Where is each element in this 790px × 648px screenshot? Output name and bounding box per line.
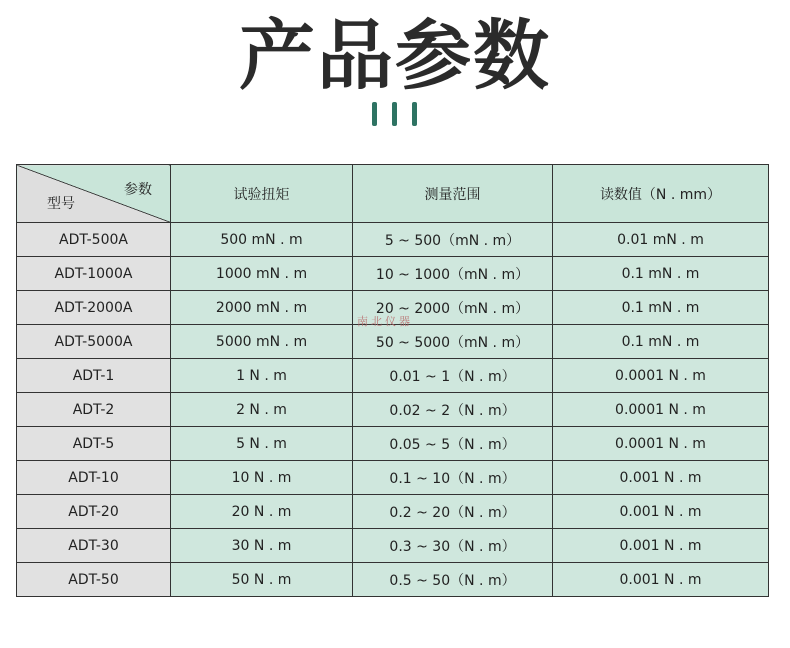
table-row	[17, 427, 769, 461]
range-cell: 5 ~ 500（mN . m）	[353, 223, 553, 257]
model-cell: ADT-10	[17, 461, 171, 495]
spec-table	[16, 164, 769, 597]
model-cell: ADT-2	[17, 393, 171, 427]
range-cell: 20 ~ 2000（mN . m）	[353, 291, 553, 325]
range-cell: 0.05 ~ 5（N . m）	[353, 427, 553, 461]
torque-cell: 5000 mN . m	[171, 325, 353, 359]
torque-cell: 500 mN . m	[171, 223, 353, 257]
reading-cell: 0.0001 N . m	[553, 359, 769, 393]
table-row	[17, 223, 769, 257]
model-cell: ADT-1000A	[17, 257, 171, 291]
table-row	[17, 257, 769, 291]
reading-cell: 0.001 N . m	[553, 529, 769, 563]
range-cell: 0.3 ~ 30（N . m）	[353, 529, 553, 563]
range-cell: 0.5 ~ 50（N . m）	[353, 563, 553, 597]
corner-bottom-label: 型号	[47, 196, 75, 212]
model-cell: ADT-1	[17, 359, 171, 393]
reading-cell: 0.001 N . m	[553, 461, 769, 495]
torque-cell: 10 N . m	[171, 461, 353, 495]
corner-top-label: 参数	[124, 182, 152, 198]
table-row	[17, 563, 769, 597]
table-row	[17, 393, 769, 427]
torque-cell: 1000 mN . m	[171, 257, 353, 291]
divider-bar	[372, 102, 377, 126]
table-row	[17, 325, 769, 359]
table-row	[17, 461, 769, 495]
range-cell: 10 ~ 1000（mN . m）	[353, 257, 553, 291]
corner-header-cell	[17, 165, 171, 223]
torque-cell: 1 N . m	[171, 359, 353, 393]
model-cell: ADT-2000A	[17, 291, 171, 325]
header-reading: 读数值（N . mm）	[553, 165, 769, 223]
model-cell: ADT-50	[17, 563, 171, 597]
torque-cell: 5 N . m	[171, 427, 353, 461]
range-cell: 0.02 ~ 2（N . m）	[353, 393, 553, 427]
torque-cell: 50 N . m	[171, 563, 353, 597]
reading-cell: 0.001 N . m	[553, 495, 769, 529]
title-divider-bars	[369, 102, 421, 126]
torque-cell: 2 N . m	[171, 393, 353, 427]
reading-cell: 0.001 N . m	[553, 563, 769, 597]
reading-cell: 0.1 mN . m	[553, 291, 769, 325]
table-row	[17, 495, 769, 529]
model-cell: ADT-5000A	[17, 325, 171, 359]
table-header-row	[17, 165, 769, 223]
divider-bar	[392, 102, 397, 126]
torque-cell: 2000 mN . m	[171, 291, 353, 325]
model-cell: ADT-5	[17, 427, 171, 461]
range-cell: 0.01 ~ 1（N . m）	[353, 359, 553, 393]
header-torque: 试验扭矩	[171, 165, 353, 223]
model-cell: ADT-20	[17, 495, 171, 529]
table-row	[17, 359, 769, 393]
model-cell: ADT-500A	[17, 223, 171, 257]
table-row	[17, 529, 769, 563]
reading-cell: 0.01 mN . m	[553, 223, 769, 257]
torque-cell: 30 N . m	[171, 529, 353, 563]
range-cell: 0.2 ~ 20（N . m）	[353, 495, 553, 529]
torque-cell: 20 N . m	[171, 495, 353, 529]
watermark: 南北仪器	[357, 315, 413, 328]
reading-cell: 0.0001 N . m	[553, 393, 769, 427]
reading-cell: 0.0001 N . m	[553, 427, 769, 461]
range-cell: 0.1 ~ 10（N . m）	[353, 461, 553, 495]
page-title: 产品参数	[239, 11, 551, 100]
model-cell: ADT-30	[17, 529, 171, 563]
divider-bar	[412, 102, 417, 126]
range-cell: 50 ~ 5000（mN . m）	[353, 325, 553, 359]
reading-cell: 0.1 mN . m	[553, 257, 769, 291]
reading-cell: 0.1 mN . m	[553, 325, 769, 359]
header-range: 测量范围	[353, 165, 553, 223]
